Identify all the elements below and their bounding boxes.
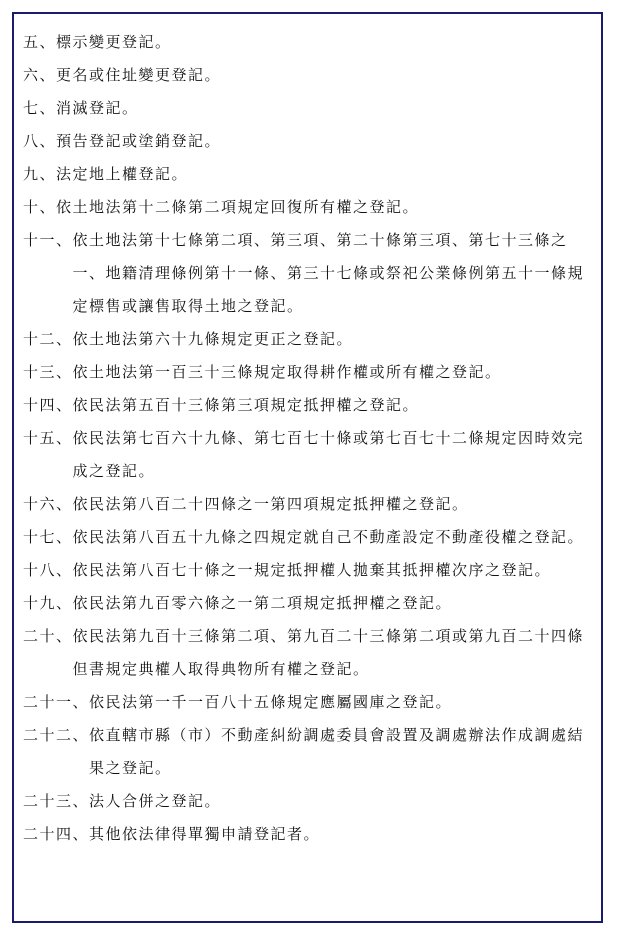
list-item (23, 554, 597, 587)
item-number: 十、 (23, 198, 57, 216)
list-item (23, 224, 597, 323)
list-item (23, 323, 597, 356)
list-item (23, 818, 597, 851)
item-text: 依民法第九百零六條之一第二項規定抵押權之登記。 (72, 594, 453, 612)
list-item (23, 59, 597, 92)
list-item (23, 158, 597, 191)
item-number: 五、 (23, 33, 57, 51)
item-text: 依民法第一千一百八十五條規定應屬國庫之登記。 (89, 693, 453, 711)
item-number: 十五、 (23, 429, 73, 447)
item-text: 依民法第八百七十條之一規定抵押權人拋棄其抵押權次序之登記。 (72, 561, 552, 579)
item-text: 依土地法第十七條第二項、第三項、第二十條第三項、第七十三條之一、地籍清理條例第十一條、第三十七條或祭祀公業條例第五十一條規定標售或讓售取得土地之登記。 (72, 231, 585, 315)
item-text: 依民法第九百十三條第二項、第九百二十三條第二項或第九百二十四條但書規定典權人取得典物所有權之登記。 (72, 627, 585, 678)
item-text: 消滅登記。 (56, 99, 139, 117)
document-frame (12, 12, 603, 923)
list-item (23, 521, 597, 554)
item-text: 依民法第五百十三條第三項規定抵押權之登記。 (72, 396, 420, 414)
item-text: 更名或住址變更登記。 (56, 66, 222, 84)
item-text: 依土地法第六十九條規定更正之登記。 (72, 330, 354, 348)
item-text: 標示變更登記。 (56, 33, 172, 51)
item-number: 十八、 (23, 561, 73, 579)
item-text: 依民法第八百二十四條之一第四項規定抵押權之登記。 (72, 495, 469, 513)
item-number: 九、 (23, 165, 57, 183)
item-text: 法人合併之登記。 (89, 792, 222, 810)
item-text: 法定地上權登記。 (56, 165, 189, 183)
item-number: 十六、 (23, 495, 73, 513)
list-item (23, 26, 597, 59)
item-number: 十九、 (23, 594, 73, 612)
item-text: 依民法第八百五十九條之四規定就自己不動產設定不動產役權之登記。 (72, 528, 585, 546)
list-item (23, 191, 597, 224)
list-item (23, 125, 597, 158)
item-number: 十一、 (23, 231, 73, 249)
list-item (23, 422, 597, 488)
item-number: 八、 (23, 132, 57, 150)
item-text: 依直轄市縣（市）不動產糾紛調處委員會設置及調處辦法作成調處結果之登記。 (89, 726, 585, 777)
item-number: 六、 (23, 66, 57, 84)
item-text: 預告登記或塗銷登記。 (56, 132, 222, 150)
item-number: 十三、 (23, 363, 73, 381)
list-item (23, 389, 597, 422)
item-text: 依民法第七百六十九條、第七百七十條或第七百七十二條規定因時效完成之登記。 (72, 429, 585, 480)
list-item (23, 356, 597, 389)
list-item (23, 488, 597, 521)
item-number: 二十四、 (23, 825, 90, 843)
item-text: 依土地法第十二條第二項規定回復所有權之登記。 (56, 198, 420, 216)
item-number: 十四、 (23, 396, 73, 414)
item-number: 七、 (23, 99, 57, 117)
item-number: 二十三、 (23, 792, 90, 810)
list-item (23, 587, 597, 620)
list-item (23, 785, 597, 818)
item-number: 二十一、 (23, 693, 90, 711)
list-item (23, 686, 597, 719)
item-text: 其他依法律得單獨申請登記者。 (89, 825, 321, 843)
list-item (23, 620, 597, 686)
item-number: 十二、 (23, 330, 73, 348)
list-item (23, 719, 597, 785)
item-number: 十七、 (23, 528, 73, 546)
item-number: 二十二、 (23, 726, 90, 744)
list-item (23, 92, 597, 125)
registration-list (23, 26, 597, 851)
item-number: 二十、 (23, 627, 73, 645)
item-text: 依土地法第一百三十三條規定取得耕作權或所有權之登記。 (72, 363, 502, 381)
